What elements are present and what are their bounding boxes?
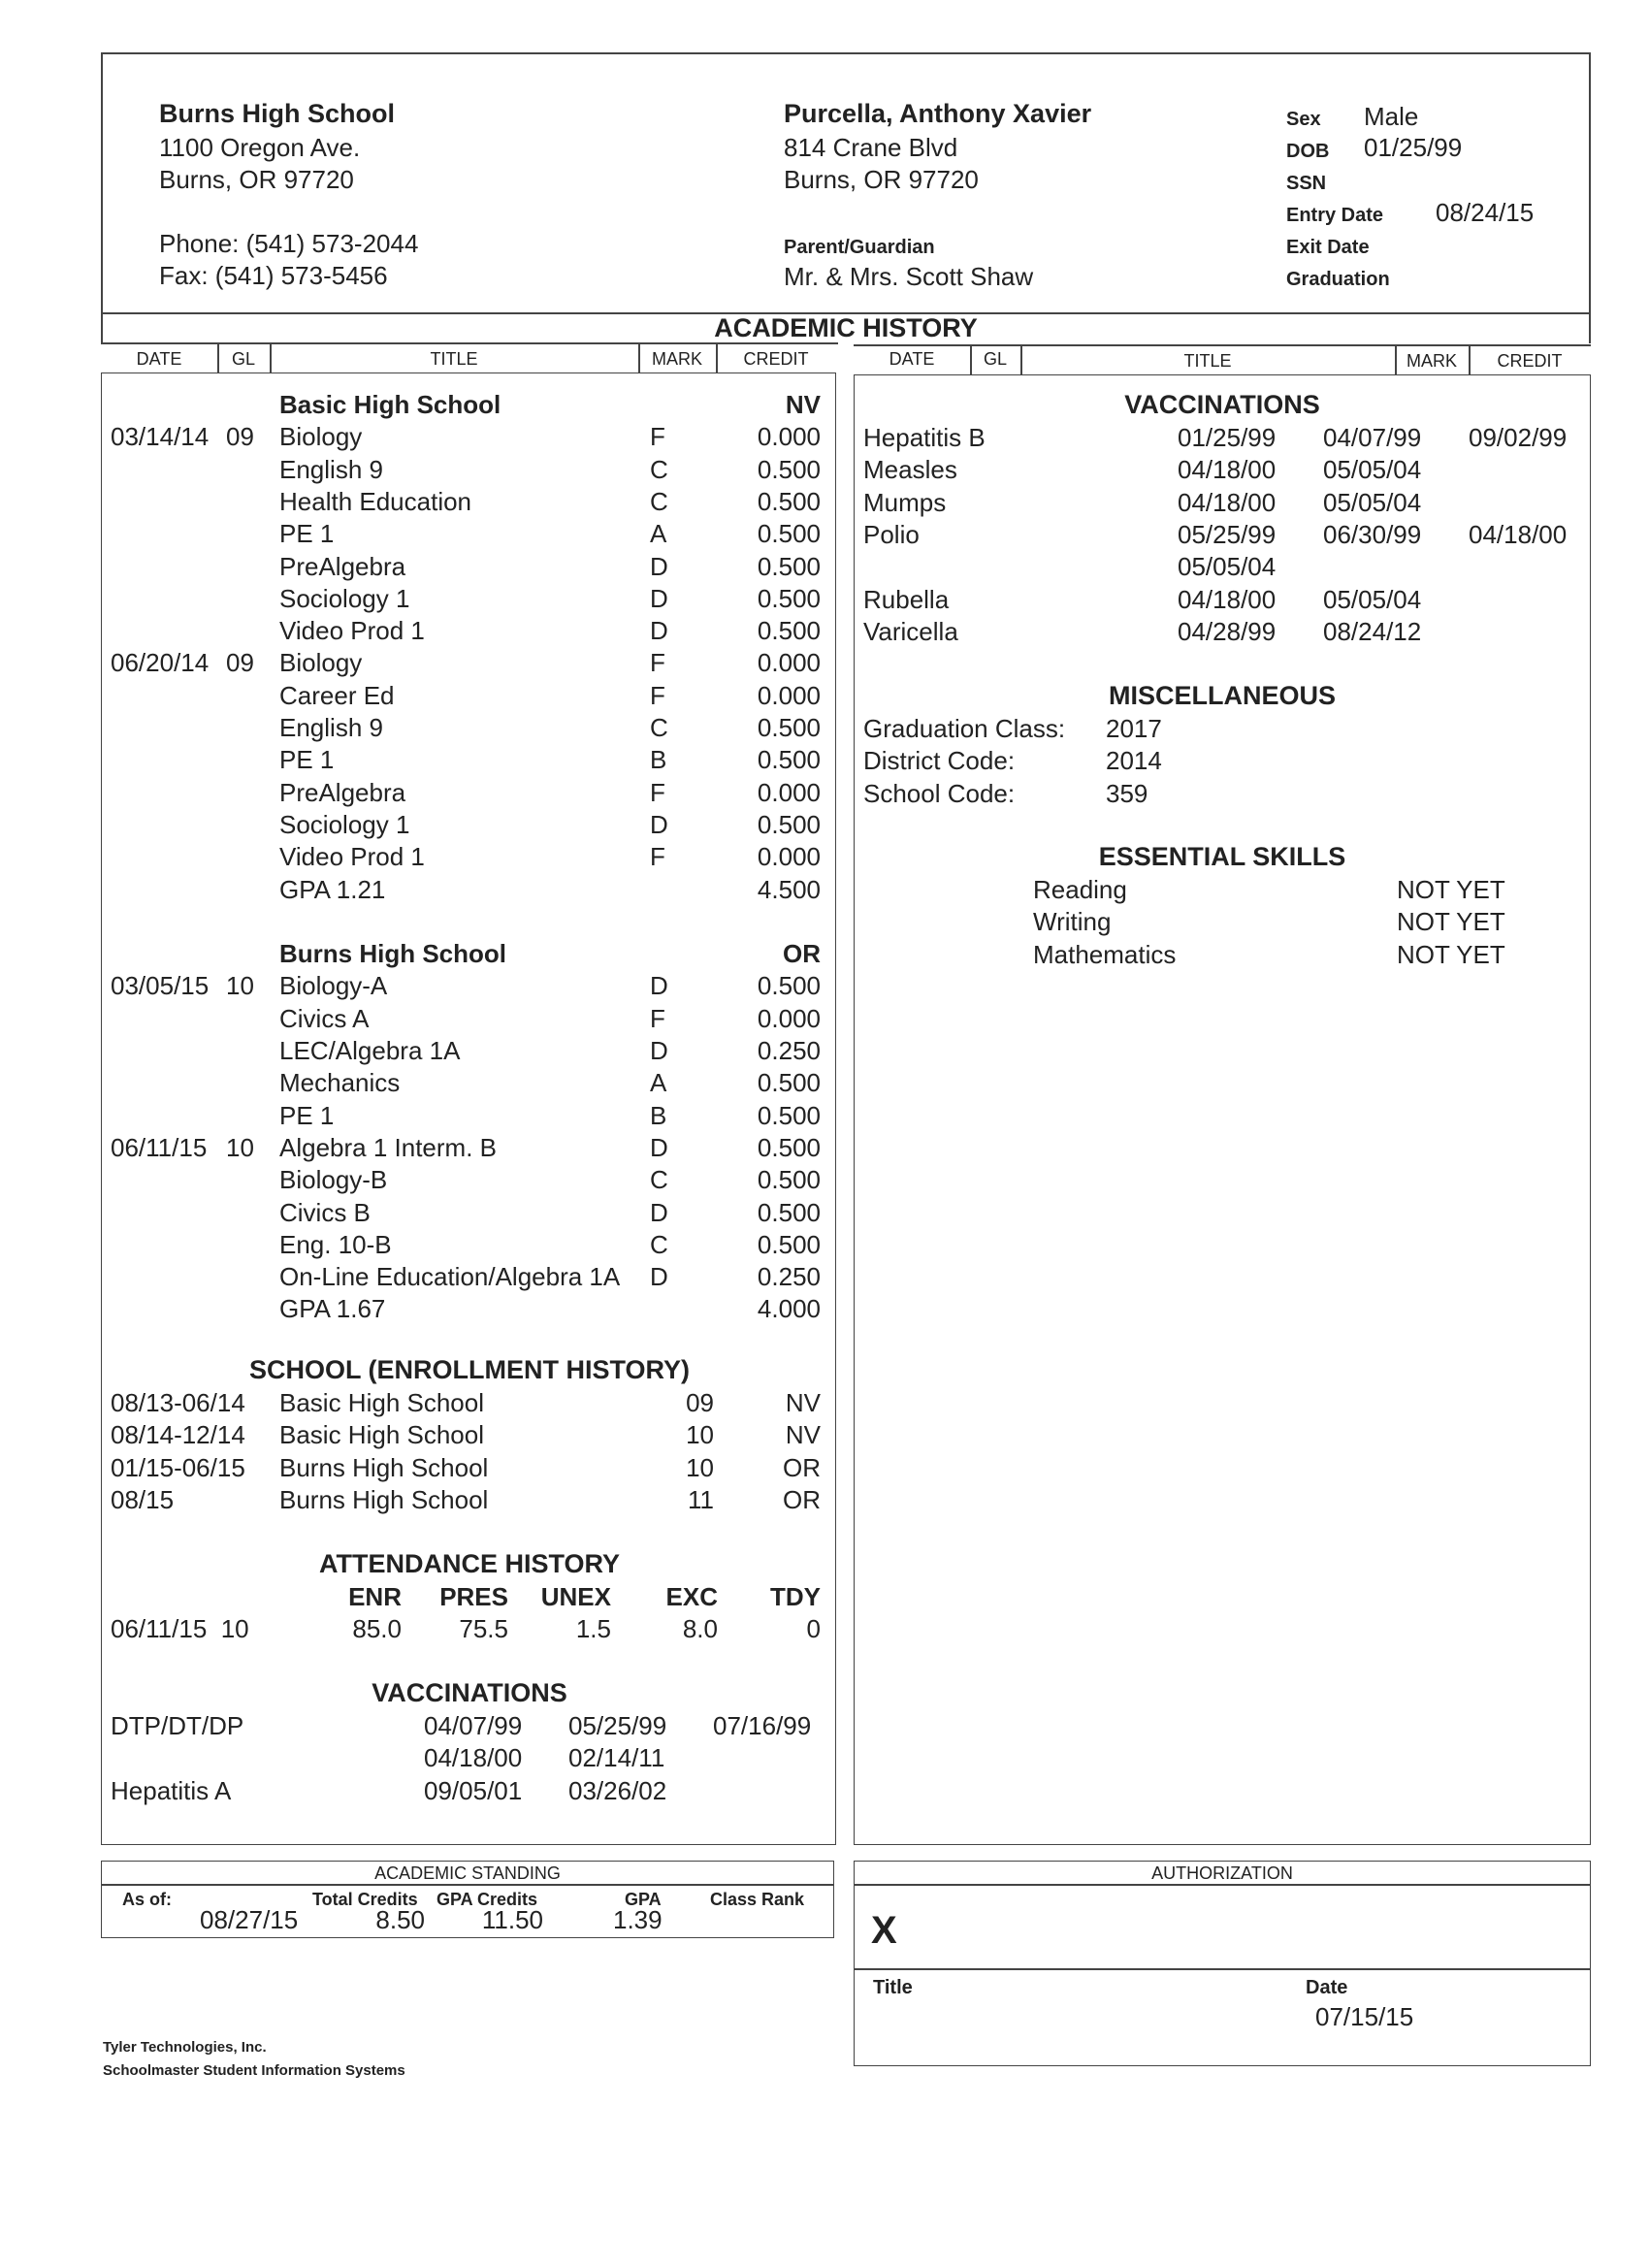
course-title: Biology: [279, 648, 363, 678]
course-credit: 0.500: [757, 551, 821, 581]
course-mark: C: [650, 713, 668, 742]
course-title: Biology-B: [279, 1165, 388, 1195]
enrollment-grade: 09: [686, 1388, 714, 1417]
gpa-value: 1.39: [613, 1905, 663, 1934]
course-title: Civics A: [279, 1003, 370, 1033]
course-credit: 0.500: [757, 454, 821, 484]
school-fax: Fax: (541) 573-5456: [159, 261, 388, 290]
course-credit: 0.000: [757, 648, 821, 678]
course-mark: F: [650, 648, 665, 678]
course-mark: D: [650, 1197, 668, 1227]
term-grade-level: 09: [226, 648, 254, 678]
student-address-2: Burns, OR 97720: [784, 165, 979, 194]
vaccine-date: 05/05/04: [1323, 584, 1422, 614]
course-mark: D: [650, 616, 668, 646]
course-mark: D: [650, 551, 668, 581]
vaccine-name: Varicella: [863, 616, 958, 646]
essential-skills-title: ESSENTIAL SKILLS: [1098, 842, 1346, 871]
as-of-label: As of:: [122, 1890, 172, 1909]
enrollment-state: NV: [785, 1388, 821, 1417]
left-colhead-top: [101, 342, 838, 344]
class-rank-label: Class Rank: [710, 1890, 805, 1909]
school-block-state: NV: [785, 390, 821, 419]
col-title: TITLE: [1183, 351, 1232, 371]
school-name: Burns High School: [159, 99, 395, 128]
attendance-tdy: 0: [806, 1614, 821, 1643]
misc-value: 2014: [1106, 746, 1162, 776]
course-title: On-Line Education/Algebra 1A: [279, 1262, 621, 1292]
course-title: Health Education: [279, 486, 472, 516]
col-gl: GL: [231, 349, 255, 369]
vaccine-date: 01/25/99: [1178, 423, 1277, 452]
vaccine-name: Mumps: [863, 487, 947, 517]
academic-history-title: ACADEMIC HISTORY: [714, 313, 978, 342]
course-mark: C: [650, 454, 668, 484]
term-grade-level: 10: [226, 971, 254, 1001]
attendance-col-unex: UNEX: [540, 1582, 611, 1611]
col-title: TITLE: [430, 349, 478, 369]
vaccine-name: Hepatitis A: [111, 1775, 232, 1805]
course-credit: 0.500: [757, 809, 821, 839]
col-date: DATE: [889, 349, 935, 369]
enrollment-school: Burns High School: [279, 1452, 489, 1482]
enrollment-school: Basic High School: [279, 1420, 484, 1450]
col-date: DATE: [136, 349, 182, 369]
skill-name: Writing: [1033, 907, 1112, 937]
course-title: Mechanics: [279, 1068, 401, 1098]
course-title: Eng. 10-B: [279, 1229, 392, 1259]
course-credit: 0.500: [757, 1100, 821, 1130]
course-credit: 0.500: [757, 1229, 821, 1259]
gpa-label: GPA: [625, 1890, 662, 1909]
skill-status: NOT YET: [1397, 907, 1505, 937]
course-mark: D: [650, 971, 668, 1001]
authorization-date-label: Date: [1306, 1977, 1348, 1998]
course-credit: 0.500: [757, 745, 821, 775]
col-gl: GL: [983, 349, 1007, 369]
course-mark: A: [650, 519, 667, 549]
course-title: PreAlgebra: [279, 777, 406, 807]
col-mark: MARK: [651, 349, 702, 369]
misc-value: 2017: [1106, 714, 1162, 743]
course-credit: 0.500: [757, 519, 821, 549]
course-mark: F: [650, 680, 665, 710]
term-date: 06/11/15: [111, 1132, 208, 1162]
authorization-date: 07/15/15: [1315, 2002, 1414, 2031]
enrollment-dates: 01/15-06/15: [111, 1452, 245, 1482]
authorization-title: AUTHORIZATION: [1151, 1863, 1293, 1883]
enrollment-grade: 10: [686, 1452, 714, 1482]
course-credit: 0.500: [757, 583, 821, 613]
school-block-state: OR: [783, 939, 821, 969]
course-credit: 0.000: [757, 422, 821, 452]
attendance-col-tdy: TDY: [770, 1582, 821, 1611]
course-title: Video Prod 1: [279, 616, 425, 646]
standing-divider: [101, 1884, 834, 1886]
course-title: Biology-A: [279, 971, 388, 1001]
frame-top-border: [101, 52, 1591, 54]
vaccine-date: 04/18/00: [1178, 584, 1277, 614]
school-address-2: Burns, OR 97720: [159, 165, 354, 194]
student-address-1: 814 Crane Blvd: [784, 133, 958, 162]
vaccine-name: Hepatitis B: [863, 423, 986, 452]
academic-standing-title: ACADEMIC STANDING: [374, 1863, 561, 1883]
dob-label: DOB: [1286, 141, 1330, 162]
course-mark: F: [650, 777, 665, 807]
vaccine-date: 05/25/99: [568, 1711, 667, 1740]
vaccine-date: 04/18/00: [1178, 487, 1277, 517]
vaccine-date: 04/07/99: [1323, 423, 1422, 452]
vaccine-date: 04/07/99: [424, 1711, 523, 1740]
dob-value: 01/25/99: [1364, 133, 1463, 162]
vaccine-date: 05/05/04: [1178, 552, 1277, 582]
school-phone: Phone: (541) 573-2044: [159, 229, 419, 258]
course-credit: 0.250: [757, 1262, 821, 1292]
sex-value: Male: [1364, 102, 1419, 131]
course-mark: B: [650, 745, 667, 775]
sex-label: Sex: [1286, 109, 1321, 130]
attendance-pres: 75.5: [459, 1614, 508, 1643]
course-mark: D: [650, 1262, 668, 1292]
school-address-1: 1100 Oregon Ave.: [159, 133, 361, 162]
authorization-title-label: Title: [873, 1977, 913, 1998]
skill-status: NOT YET: [1397, 875, 1505, 904]
misc-label: Graduation Class:: [863, 714, 1066, 743]
term-grade-level: 09: [226, 422, 254, 452]
course-mark: C: [650, 1229, 668, 1259]
attendance-col-enr: ENR: [348, 1582, 402, 1611]
col-credit: CREDIT: [1497, 351, 1563, 371]
course-title: LEC/Algebra 1A: [279, 1036, 461, 1065]
misc-value: 359: [1106, 778, 1148, 808]
enrollment-dates: 08/13-06/14: [111, 1388, 245, 1417]
course-title: Sociology 1: [279, 809, 410, 839]
vaccine-name: DTP/DT/DP: [111, 1711, 244, 1740]
course-title: PE 1: [279, 519, 335, 549]
course-credit: 0.500: [757, 486, 821, 516]
frame-left-border: [101, 52, 103, 343]
ssn-label: SSN: [1286, 173, 1327, 194]
enrollment-state: OR: [783, 1452, 821, 1482]
course-mark: C: [650, 1165, 668, 1195]
enrollment-state: NV: [785, 1420, 821, 1450]
course-credit: 0.000: [757, 680, 821, 710]
gpa-credits-value: 11.50: [481, 1905, 543, 1934]
graduation-label: Graduation: [1286, 269, 1390, 290]
course-mark: D: [650, 583, 668, 613]
miscellaneous-title: MISCELLANEOUS: [1108, 681, 1336, 710]
vaccine-date: 06/30/99: [1323, 519, 1422, 549]
course-credit: 0.500: [757, 1132, 821, 1162]
as-of-date: 08/27/15: [200, 1905, 299, 1934]
course-mark: F: [650, 422, 665, 452]
skill-status: NOT YET: [1397, 939, 1505, 969]
course-credit: 0.000: [757, 777, 821, 807]
vaccine-date: 05/05/04: [1323, 487, 1422, 517]
course-mark: D: [650, 1132, 668, 1162]
enrollment-title: SCHOOL (ENROLLMENT HISTORY): [248, 1355, 690, 1384]
course-credit: 0.500: [757, 1197, 821, 1227]
gpa-credits-label: GPA Credits: [436, 1890, 538, 1909]
course-mark: F: [650, 1003, 665, 1033]
vaccine-date: 08/24/12: [1323, 616, 1422, 646]
course-credit: 0.000: [757, 1003, 821, 1033]
exit-date-label: Exit Date: [1286, 237, 1370, 258]
course-title: English 9: [279, 713, 383, 742]
course-title: English 9: [279, 454, 383, 484]
guardian-label: Parent/Guardian: [784, 237, 935, 258]
vaccine-date: 07/16/99: [713, 1711, 812, 1740]
student-name: Purcella, Anthony Xavier: [784, 99, 1092, 128]
course-credit: 0.250: [757, 1036, 821, 1065]
vaccine-date: 04/18/00: [1178, 455, 1277, 485]
block-gpa: GPA 1.21: [279, 874, 386, 904]
term-grade-level: 10: [226, 1132, 254, 1162]
vaccine-date: 02/14/11: [568, 1743, 665, 1773]
vaccine-name: Polio: [863, 519, 920, 549]
footer-product: Schoolmaster Student Information Systems: [103, 2062, 405, 2079]
term-date: 06/20/14: [111, 648, 210, 678]
col-credit: CREDIT: [743, 349, 809, 369]
block-total-credit: 4.000: [757, 1294, 821, 1324]
course-mark: A: [650, 1068, 667, 1098]
vaccinations-left-title: VACCINATIONS: [372, 1678, 567, 1707]
enrollment-grade: 10: [686, 1420, 714, 1450]
course-credit: 0.000: [757, 842, 821, 872]
course-credit: 0.500: [757, 616, 821, 646]
vaccine-date: 09/02/99: [1469, 423, 1568, 452]
skill-name: Reading: [1033, 875, 1127, 904]
attendance-col-exc: EXC: [665, 1582, 718, 1611]
term-date: 03/14/14: [111, 422, 210, 452]
authorization-box: [854, 1861, 1591, 2066]
block-gpa: GPA 1.67: [279, 1294, 386, 1324]
school-block-name: Basic High School: [279, 390, 501, 419]
school-block-name: Burns High School: [279, 939, 506, 969]
course-title: Career Ed: [279, 680, 395, 710]
total-credits-value: 8.50: [375, 1905, 425, 1934]
skill-name: Mathematics: [1033, 939, 1177, 969]
attendance-exc: 8.0: [682, 1614, 718, 1643]
col-mark: MARK: [1406, 351, 1457, 371]
course-credit: 0.500: [757, 1165, 821, 1195]
term-date: 03/05/15: [111, 971, 210, 1001]
footer-vendor: Tyler Technologies, Inc.: [103, 2039, 267, 2056]
course-mark: B: [650, 1100, 667, 1130]
enrollment-dates: 08/15: [111, 1484, 175, 1514]
vaccine-date: 03/26/02: [568, 1775, 667, 1805]
enrollment-dates: 08/14-12/14: [111, 1420, 245, 1450]
vaccine-name: Measles: [863, 455, 957, 485]
course-title: Sociology 1: [279, 583, 410, 613]
course-mark: F: [650, 842, 665, 872]
course-credit: 0.500: [757, 713, 821, 742]
attendance-title: ATTENDANCE HISTORY: [318, 1549, 620, 1578]
course-credit: 0.500: [757, 1068, 821, 1098]
course-title: Biology: [279, 422, 363, 452]
misc-label: District Code:: [863, 746, 1016, 776]
vaccine-date: 05/25/99: [1178, 519, 1277, 549]
course-title: Civics B: [279, 1197, 371, 1227]
vaccinations-right-title: VACCINATIONS: [1124, 390, 1320, 419]
signature-line[interactable]: X: [871, 1909, 897, 1952]
attendance-col-pres: PRES: [439, 1582, 508, 1611]
vaccine-date: 04/18/00: [424, 1743, 523, 1773]
enrollment-state: OR: [783, 1484, 821, 1514]
vaccine-date: 04/28/99: [1178, 616, 1277, 646]
course-title: PE 1: [279, 745, 335, 775]
total-credits-label: Total Credits: [312, 1890, 418, 1909]
enrollment-grade: 11: [688, 1484, 714, 1514]
authorization-divider: [854, 1884, 1591, 1886]
course-title: PE 1: [279, 1100, 335, 1130]
vaccine-date: 09/05/01: [424, 1775, 523, 1805]
entry-date-label: Entry Date: [1286, 205, 1384, 226]
frame-right-border: [1589, 52, 1591, 343]
misc-label: School Code:: [863, 778, 1016, 808]
course-mark: D: [650, 1036, 668, 1065]
entry-date-value: 08/24/15: [1436, 198, 1535, 227]
course-title: Algebra 1 Interm. B: [279, 1132, 497, 1162]
attendance-date-gl: 06/11/15 10: [111, 1614, 249, 1643]
course-title: Video Prod 1: [279, 842, 425, 872]
attendance-unex: 1.5: [575, 1614, 611, 1643]
guardian-name: Mr. & Mrs. Scott Shaw: [784, 262, 1034, 291]
course-mark: C: [650, 486, 668, 516]
enrollment-school: Burns High School: [279, 1484, 489, 1514]
vaccine-date: 05/05/04: [1323, 455, 1422, 485]
vaccine-date: 04/18/00: [1469, 519, 1568, 549]
signature-divider: [854, 1968, 1591, 1970]
course-mark: D: [650, 809, 668, 839]
right-colhead-top: [854, 344, 1591, 346]
course-credit: 0.500: [757, 971, 821, 1001]
enrollment-school: Basic High School: [279, 1388, 484, 1417]
vaccine-name: Rubella: [863, 584, 950, 614]
course-title: PreAlgebra: [279, 551, 406, 581]
block-total-credit: 4.500: [757, 874, 821, 904]
attendance-enr: 85.0: [352, 1614, 402, 1643]
